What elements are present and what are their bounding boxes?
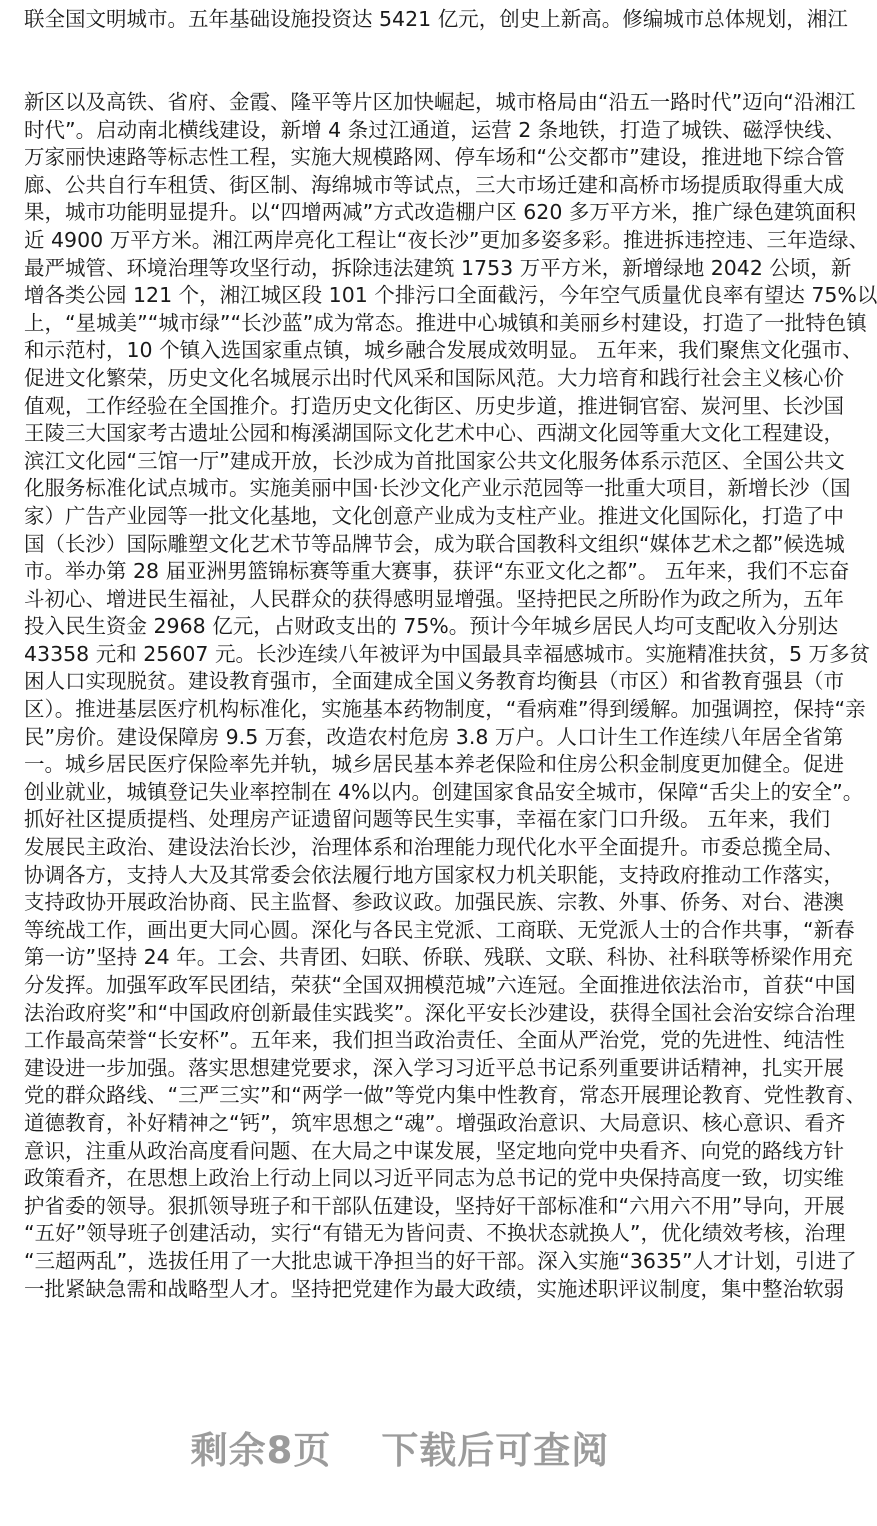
text-line: 困人口实现脱贫。建设教育强市，全面建成全国义务教育均衡县（市区）和省教育强县（市 (24, 669, 844, 694)
text-line: 党的群众路线、“三严三实”和“两学一做”等党内集中性教育，常态开展理论教育、党性教育、 (24, 1083, 866, 1108)
text-line: 时代”。启动南北横线建设，新增 4 条过江通道，运营 2 条地铁，打造了城铁、磁浮快线、 (24, 117, 846, 142)
text-line: 国（长沙）国际雕塑文化艺术节等品牌节会，成为联合国教科文组织“媒体艺术之都”候选城 (24, 531, 845, 556)
download-prompt[interactable] (0, 1420, 800, 1474)
text-line: 支持政协开展政治协商、民主监督、参政议政。加强民族、宗教、外事、侨务、对台、港澳 (24, 890, 844, 915)
text-line: 果，城市功能明显提升。以“四增两减”方式改造棚户区 620 多万平方米，推广绿色建筑面积 (24, 200, 856, 225)
text-line: 区）。推进基层医疗机构标准化，实施基本药物制度，“看病难”得到缓解。加强调控，保持“亲 (24, 697, 866, 722)
text-line: 工作最高荣誉“长安杯”。五年来，我们担当政治责任、全面从严治党，党的先进性、纯洁性 (24, 1028, 845, 1053)
text-line: 最严城管、环境治理等攻坚行动，拆除违法建筑 1753 万平方米，新增绿地 2042 公顷，新 (24, 255, 852, 280)
text-line: 化服务标准化试点城市。实施美丽中国·长沙文化产业示范园等一批重大项目，新增长沙（国 (24, 476, 851, 501)
text-line: 法治政府奖”和“中国政府创新最佳实践奖”。深化平安长沙建设，获得全国社会治安综合治理 (24, 1000, 856, 1025)
text-line: 创业就业，城镇登记失业率控制在 4%以内。创建国家食品安全城市，保障“舌尖上的安全”。 (24, 779, 864, 804)
text-line: 协调各方，支持人大及其常委会依法履行地方国家权力机关职能，支持政府推动工作落实， (24, 862, 844, 887)
text-line: 一批紧缺急需和战略型人才。坚持把党建作为最大政绩，实施述职评议制度，集中整治软弱 (24, 1276, 844, 1301)
text-line: 民”房价。建设保障房 9.5 万套，改造农村危房 3.8 万户。人口计生工作连续八年居全省第 (24, 724, 844, 749)
text-line: 万家丽快速路等标志性工程，实施大规模路网、停车场和“公交都市”建设，推进地下综合管 (24, 145, 845, 170)
text-line: 促进文化繁荣，历史文化名城展示出时代风采和国际风范。大力培育和践行社会主义核心价 (24, 365, 844, 390)
text-line: 一。城乡居民医疗保险率先并轨，城乡居民基本养老保险和住房公积金制度更加健全。促进 (24, 752, 844, 777)
remaining-pages-label[interactable]: 剩余8页 (190, 1429, 332, 1472)
text-line: 意识，注重从政治高度看问题、在大局之中谋发展，坚定地向党中央看齐、向党的路线方针 (24, 1138, 844, 1163)
text-line: 增各类公园 121 个，湘江城区段 101 个排污口全面截污，今年空气质量优良率有望达 75%以 (24, 283, 877, 308)
text-line: 第一访”坚持 24 年。工会、共青团、妇联、侨联、残联、文联、科协、社科联等桥梁作用充 (24, 945, 853, 970)
text-line: 建设进一步加强。落实思想建党要求，深入学习习近平总书记系列重要讲话精神，扎实开展 (24, 1055, 844, 1080)
text-line: 护省委的领导。狠抓领导班子和干部队伍建设，坚持好干部标准和“六用六不用”导向，开展 (24, 1193, 845, 1218)
text-line: 值观，工作经验在全国推介。打造历史文化街区、历史步道，推进铜官窑、炭河里、长沙国 (24, 393, 844, 418)
text-line: 抓好社区提质提档、处理房产证遗留问题等民生实事，幸福在家门口升级。 五年来，我们 (24, 807, 831, 832)
text-line: 近 4900 万平方米。湘江两岸亮化工程让“夜长沙”更加多姿多彩。推进拆违控违、三年造绿、 (24, 227, 869, 252)
text-line: 廊、公共自行车租赁、街区制、海绵城市等试点，三大市场迁建和高桥市场提质取得重大成 (24, 172, 844, 197)
text-line: 发展民主政治、建设法治长沙，治理体系和治理能力现代化水平全面提升。市委总揽全局、 (24, 835, 844, 860)
document-body-text (24, 89, 877, 1303)
text-line: 斗初心、增进民生福祉，人民群众的获得感明显增强。坚持把民之所盼作为政之所为，五年 (24, 586, 844, 611)
text-line: 政策看齐，在思想上政治上行动上同以习近平同志为总书记的党中央保持高度一致，切实维 (24, 1166, 844, 1191)
text-line: 43358 元和 25607 元。长沙连续八年被评为中国最具幸福感城市。实施精准扶贫，5 万多贫 (24, 641, 871, 666)
text-line: 道德教育，补好精神之“钙”，筑牢思想之“魂”。增强政治意识、大局意识、核心意识、看齐 (24, 1110, 846, 1135)
text-line: 分发挥。加强军政军民团结，荣获“全国双拥模范城”六连冠。全面推进依法治市，首获“中国 (24, 973, 856, 997)
text-line: 滨江文化园“三馆一厅”建成开放，长沙成为首批国家公共文化服务体系示范区、全国公共文 (24, 448, 845, 473)
text-line: 等统战工作，画出更大同心圆。深化与各民主党派、工商联、无党派人士的合作共事，“新春 (24, 917, 855, 942)
text-line: “三超两乱”，选拔任用了一大批忠诚干净担当的好干部。深入实施“3635”人才计划，引进了 (24, 1248, 857, 1273)
text-line: 上，“星城美”“城市绿”“长沙蓝”成为常态。推进中心城镇和美丽乡村建设，打造了一批特色镇 (24, 310, 867, 335)
text-line: 联全国文明城市。五年基础设施投资达 5421 亿元，创史上新高。修编城市总体规划，湘江 (24, 7, 848, 31)
text-line: 市。举办第 28 届亚洲男篮锦标赛等重大赛事，获评“东亚文化之都”。 五年来，我们不忘奋 (24, 559, 850, 584)
text-line: 家）广告产业园等一批文化基地，文化创意产业成为支柱产业。推进文化国际化，打造了中 (24, 503, 844, 528)
download-to-read-label[interactable]: 下载后可查阅 (381, 1429, 610, 1472)
document-text-top (24, 6, 848, 34)
text-line: 和示范村，10 个镇入选国家重点镇，城乡融合发展成效明显。 五年来，我们聚焦文化强市、 (24, 338, 863, 363)
text-line: 投入民生资金 2968 亿元，占财政支出的 75%。预计今年城乡居民人均可支配收入分别达 (24, 614, 839, 639)
text-line: “五好”领导班子创建活动，实行“有错无为皆问责、不换状态就换人”，优化绩效考核，治理 (24, 1221, 846, 1246)
text-line: 王陵三大国家考古遗址公园和梅溪湖国际文化艺术中心、西湖文化园等重大文化工程建设， (24, 421, 844, 446)
text-line: 新区以及高铁、省府、金霞、隆平等片区加快崛起，城市格局由“沿五一路时代”迈向“沿湘江 (24, 90, 856, 114)
